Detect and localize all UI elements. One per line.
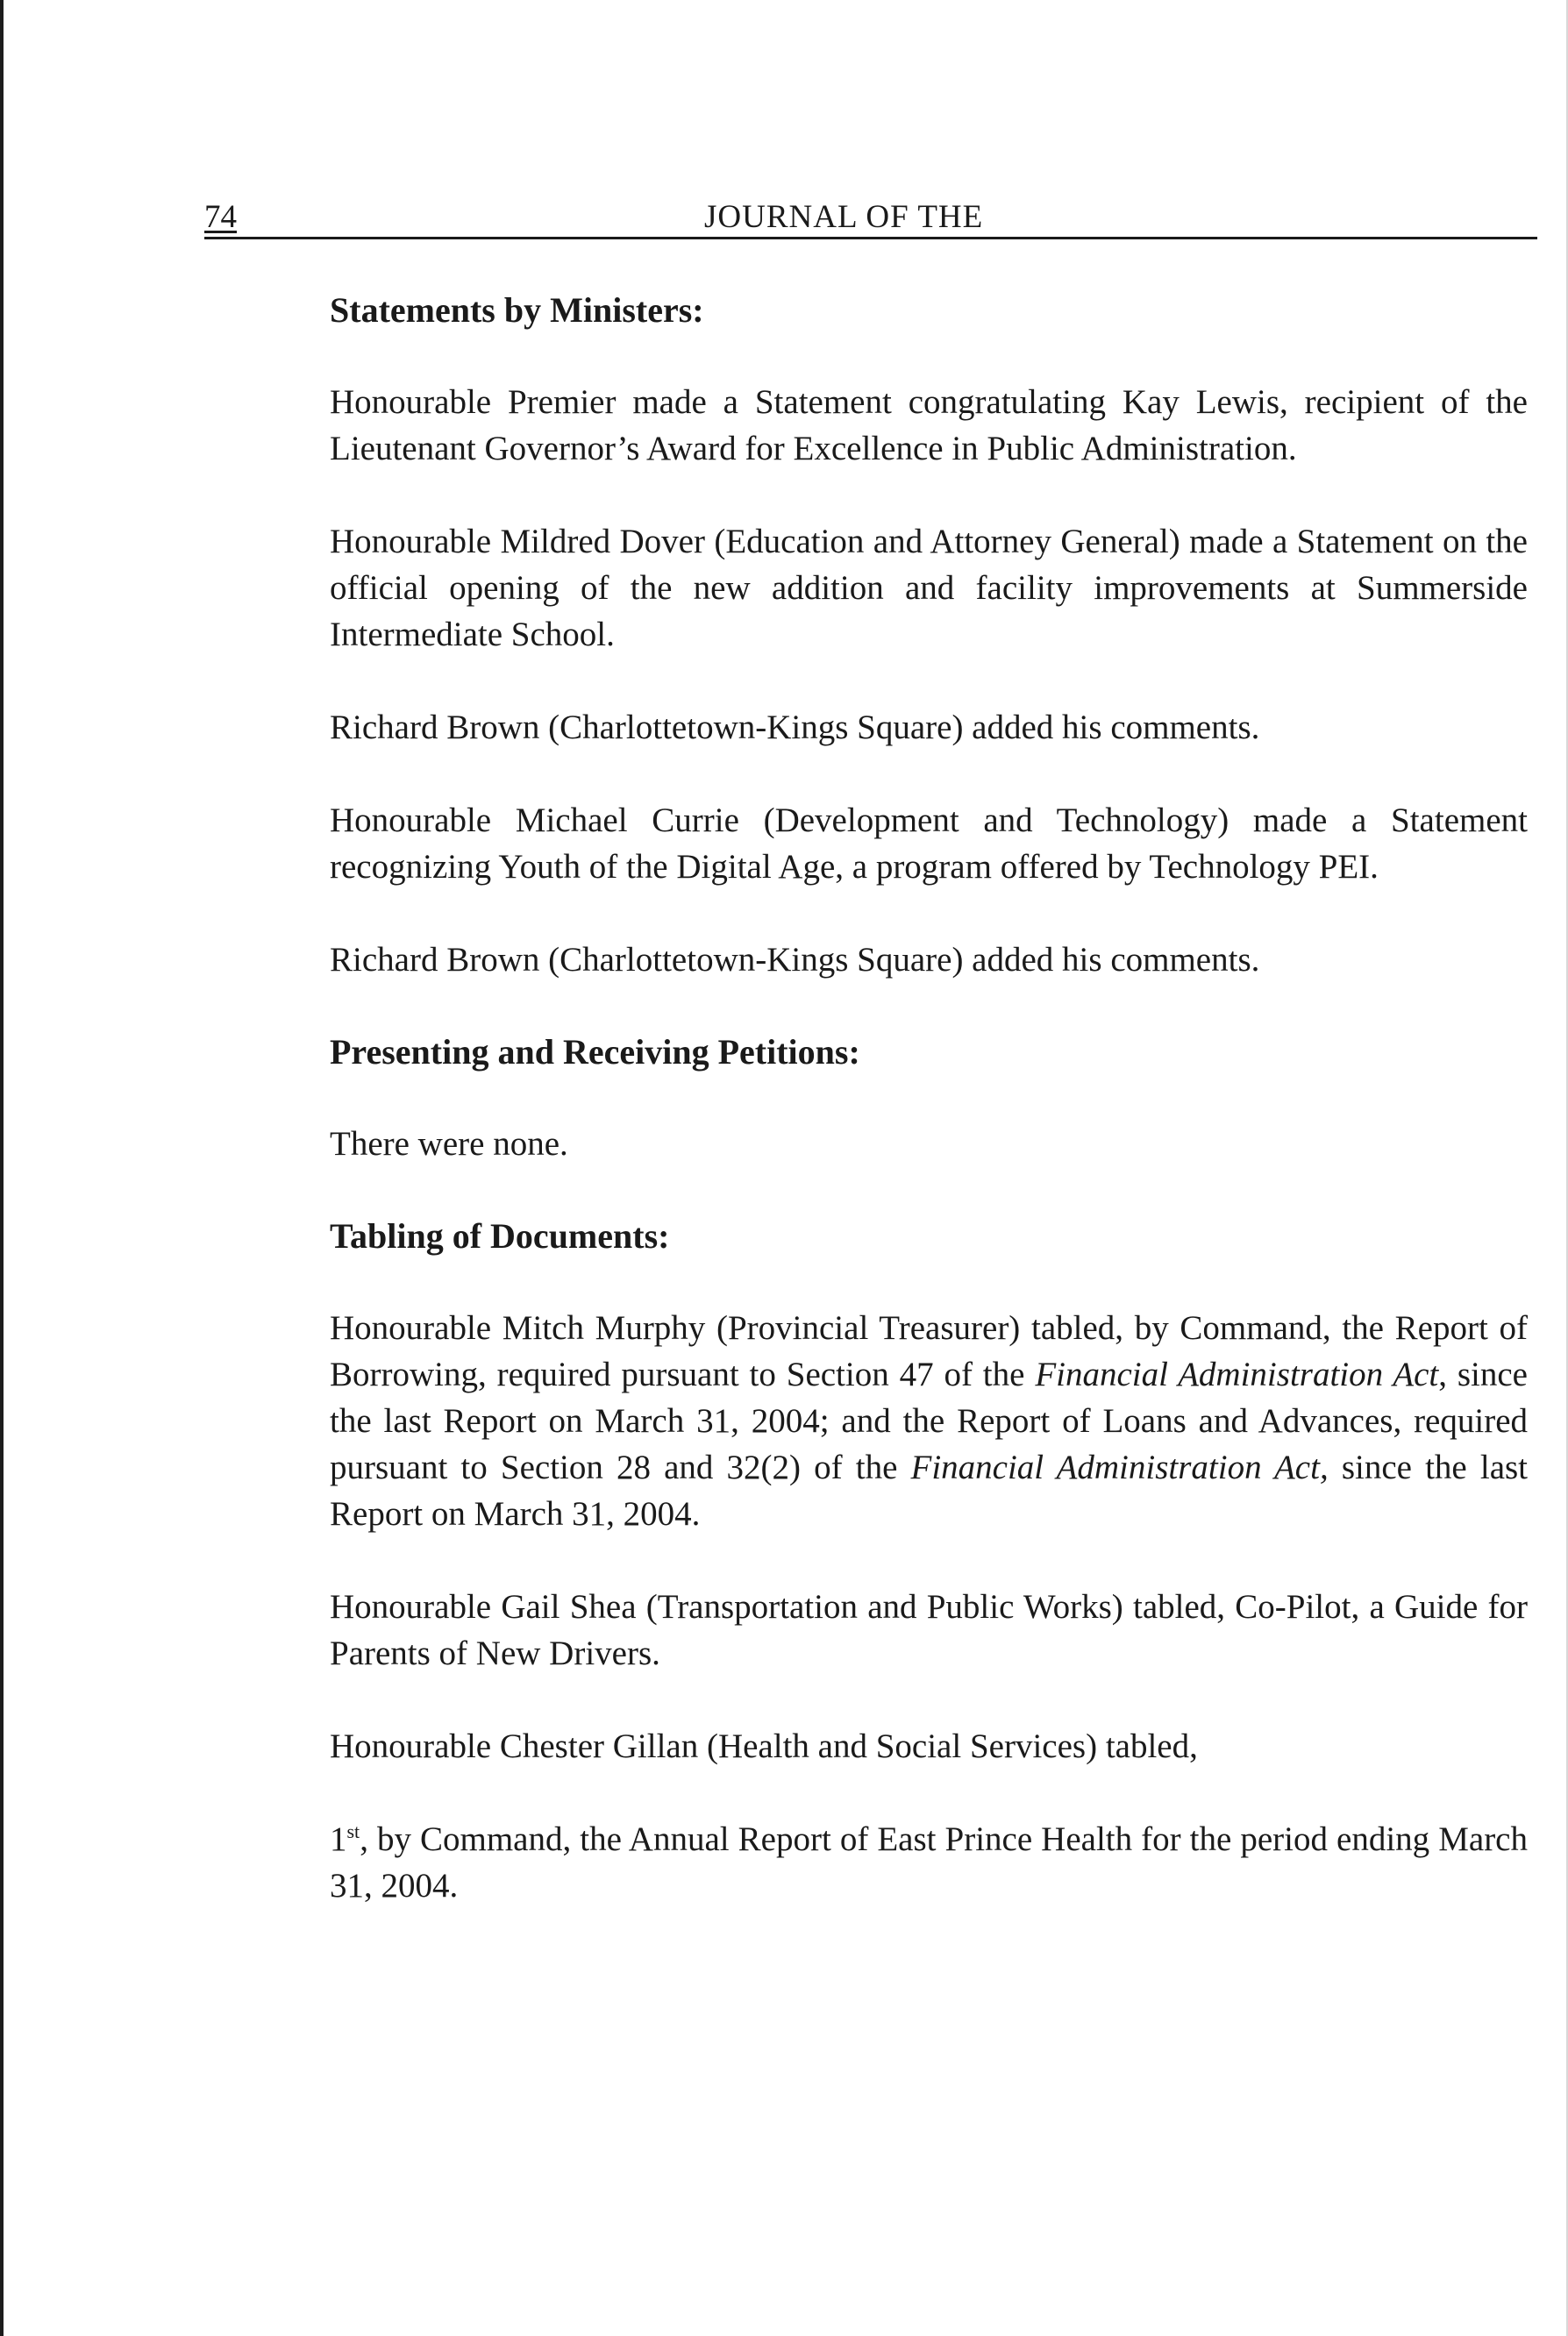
section-heading-tabling: Tabling of Documents: <box>330 1216 670 1256</box>
murphy-text-part-3: since the last Report on March 31, 2004. <box>330 1449 1529 1533</box>
running-header <box>204 189 1537 239</box>
paragraph-no-petitions: There were none. <box>330 1125 568 1163</box>
page-number: 74 <box>204 199 237 235</box>
paragraph-premier-statement: Honourable Premier made a Statement congratulating Kay Lewis, recipient of the Lieutenant Governor’s Award for Excellence in Public Administration. <box>330 383 1528 467</box>
paragraph-shea-tabling: Honourable Gail Shea (Transportation and Public Works) tabled, Co-Pilot, a Guide for Parents of New Drivers. <box>330 1588 1528 1672</box>
item-text: , by Command, the Annual Report of East Prince Health for the period ending March 31, 2004. <box>330 1820 1528 1905</box>
section-heading-statements: Statements by Ministers: <box>330 290 704 330</box>
paragraph-brown-comment-1: Richard Brown (Charlottetown-Kings Square) added his comments. <box>330 709 1260 746</box>
item-number: 1 <box>330 1820 347 1858</box>
scan-border-left <box>0 0 4 2336</box>
paragraph-gillan-tabling: Honourable Chester Gillan (Health and Social Services) tabled, <box>330 1727 1198 1765</box>
paragraph-currie-statement: Honourable Michael Currie (Development and Technology) made a Statement recognizing Youth of the Digital Age, a program offered by Technology PEI. <box>330 801 1528 886</box>
item-ordinal-suffix: st <box>346 1820 360 1842</box>
murphy-text-part-1: Honourable Mitch Murphy (Provincial Treasurer) tabled, by Command, the Report of Borrowing, required pursuant to Section 47 of the <box>330 1309 1528 1393</box>
paragraph-dover-statement: Honourable Mildred Dover (Education and Attorney General) made a Statement on the official opening of the new addition and facility improvements at Summerside Intermediate School. <box>330 523 1528 653</box>
murphy-text-part-2: , since the last Report on March 31, 2004; and the Report of Loans and Advances, required pursuant to Section 28 and 32(2) of the <box>330 1356 1528 1486</box>
page-body <box>330 288 1528 1909</box>
act-title-2: Financial Administration Act, <box>910 1449 1329 1486</box>
paragraph-murphy-tabling <box>330 1305 1528 1537</box>
paragraph-brown-comment-2: Richard Brown (Charlottetown-Kings Square) added his comments. <box>330 941 1260 979</box>
paragraph-annual-report-item <box>330 1816 1528 1909</box>
journal-title: JOURNAL OF THE <box>704 199 984 235</box>
act-title-1: Financial Administration Act <box>1035 1356 1439 1393</box>
section-heading-petitions: Presenting and Receiving Petitions: <box>330 1032 860 1072</box>
